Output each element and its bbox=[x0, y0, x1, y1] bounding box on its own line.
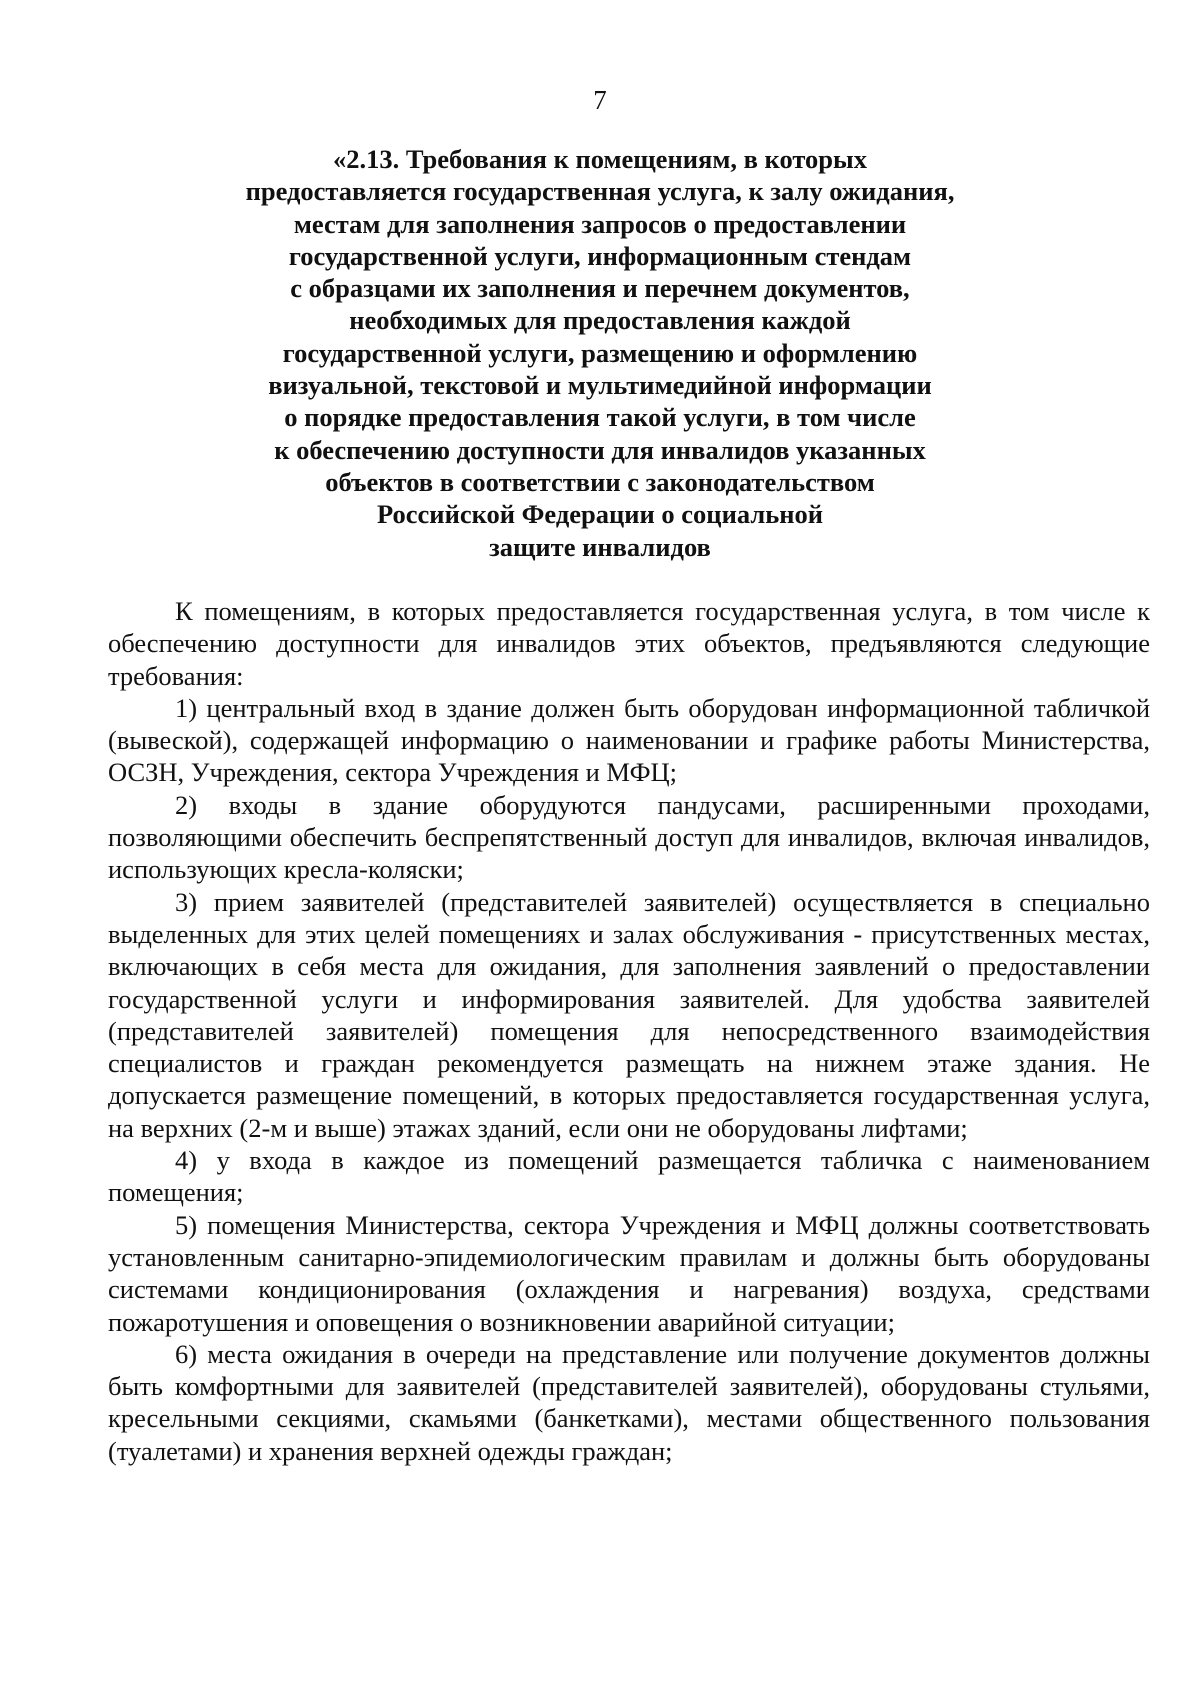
page-number: 7 bbox=[593, 85, 607, 115]
section-heading bbox=[200, 143, 1000, 563]
requirement-item-3: 3) прием заявителей (представителей заявителей) осуществляется в специально выделенных для этих целей помещениях и залах обслуживания - присутственных местах, включающих в себя места для ожидания, для заполнения заявлений о предоставлении государственной услуги и информирования заявителей. Для удобства заявителей (представителей заявителей) помещения для непосредственного взаимодействия специалистов и граждан рекомендуется размещать на нижнем этаже здания. Не допускается размещение помещений, в которых предоставляется государственная услуга, на верхних (2-м и выше) этажах зданий, если они не оборудованы лифтами; bbox=[108, 886, 1150, 1143]
body-text bbox=[108, 595, 1150, 1467]
requirement-item-4: 4) у входа в каждое из помещений размещается табличка с наименованием помещения; bbox=[108, 1145, 1150, 1208]
heading-line: необходимых для предоставления каждой bbox=[349, 305, 851, 336]
heading-line: объектов в соответствии с законодательством bbox=[325, 466, 875, 497]
heading-line: местам для заполнения запросов о предоставлении bbox=[293, 208, 907, 239]
heading-line: предоставляется государственная услуга, к залу ожидания, bbox=[245, 176, 955, 207]
heading-line: «2.13. Требования к помещениям, в которых bbox=[333, 144, 867, 174]
heading-line: Российской Федерации о социальной bbox=[377, 499, 823, 530]
requirement-item-1: 1) центральный вход в здание должен быть оборудован информационной табличкой (вывеской), содержащей информацию о наименовании и графике работы Министерства, ОСЗН, Учреждения, сектора Учреждения и МФЦ; bbox=[108, 692, 1150, 788]
heading-line: государственной услуги, размещению и оформлению bbox=[282, 337, 918, 368]
requirement-item-5: 5) помещения Министерства, сектора Учреждения и МФЦ должны соответствовать установленным санитарно-эпидемиологическим правилам и должны быть оборудованы системами кондиционирования (охлаждения и нагревания) воздуха, средствами пожаротушения и оповещения о возникновении аварийной ситуации; bbox=[108, 1209, 1150, 1337]
heading-line: с образцами их заполнения и перечнем документов, bbox=[290, 273, 910, 304]
requirement-item-6: 6) места ожидания в очереди на представление или получение документов должны быть комфортными для заявителей (представителей заявителей), оборудованы стульями, кресельными секциями, скамьями (банкетками), местами общественного пользования (туалетами) и хранения верхней одежды граждан; bbox=[108, 1338, 1150, 1466]
heading-line: визуальной, текстовой и мультимедийной информации bbox=[268, 370, 932, 401]
heading-line: к обеспечению доступности для инвалидов указанных bbox=[274, 434, 926, 465]
heading-line: о порядке предоставления такой услуги, в том числе bbox=[284, 402, 916, 433]
heading-line: государственной услуги, информационным стендам bbox=[288, 240, 912, 271]
intro-paragraph: К помещениям, в которых предоставляется государственная услуга, в том числе к обеспечению доступности для инвалидов этих объектов, предъявляются следующие требования: bbox=[108, 596, 1150, 691]
requirement-item-2: 2) входы в здание оборудуются пандусами, расширенными проходами, позволяющими обеспечить беспрепятственный доступ для инвалидов, включая инвалидов, использующих кресла-коляски; bbox=[108, 789, 1150, 885]
heading-line: защите инвалидов bbox=[489, 531, 711, 562]
